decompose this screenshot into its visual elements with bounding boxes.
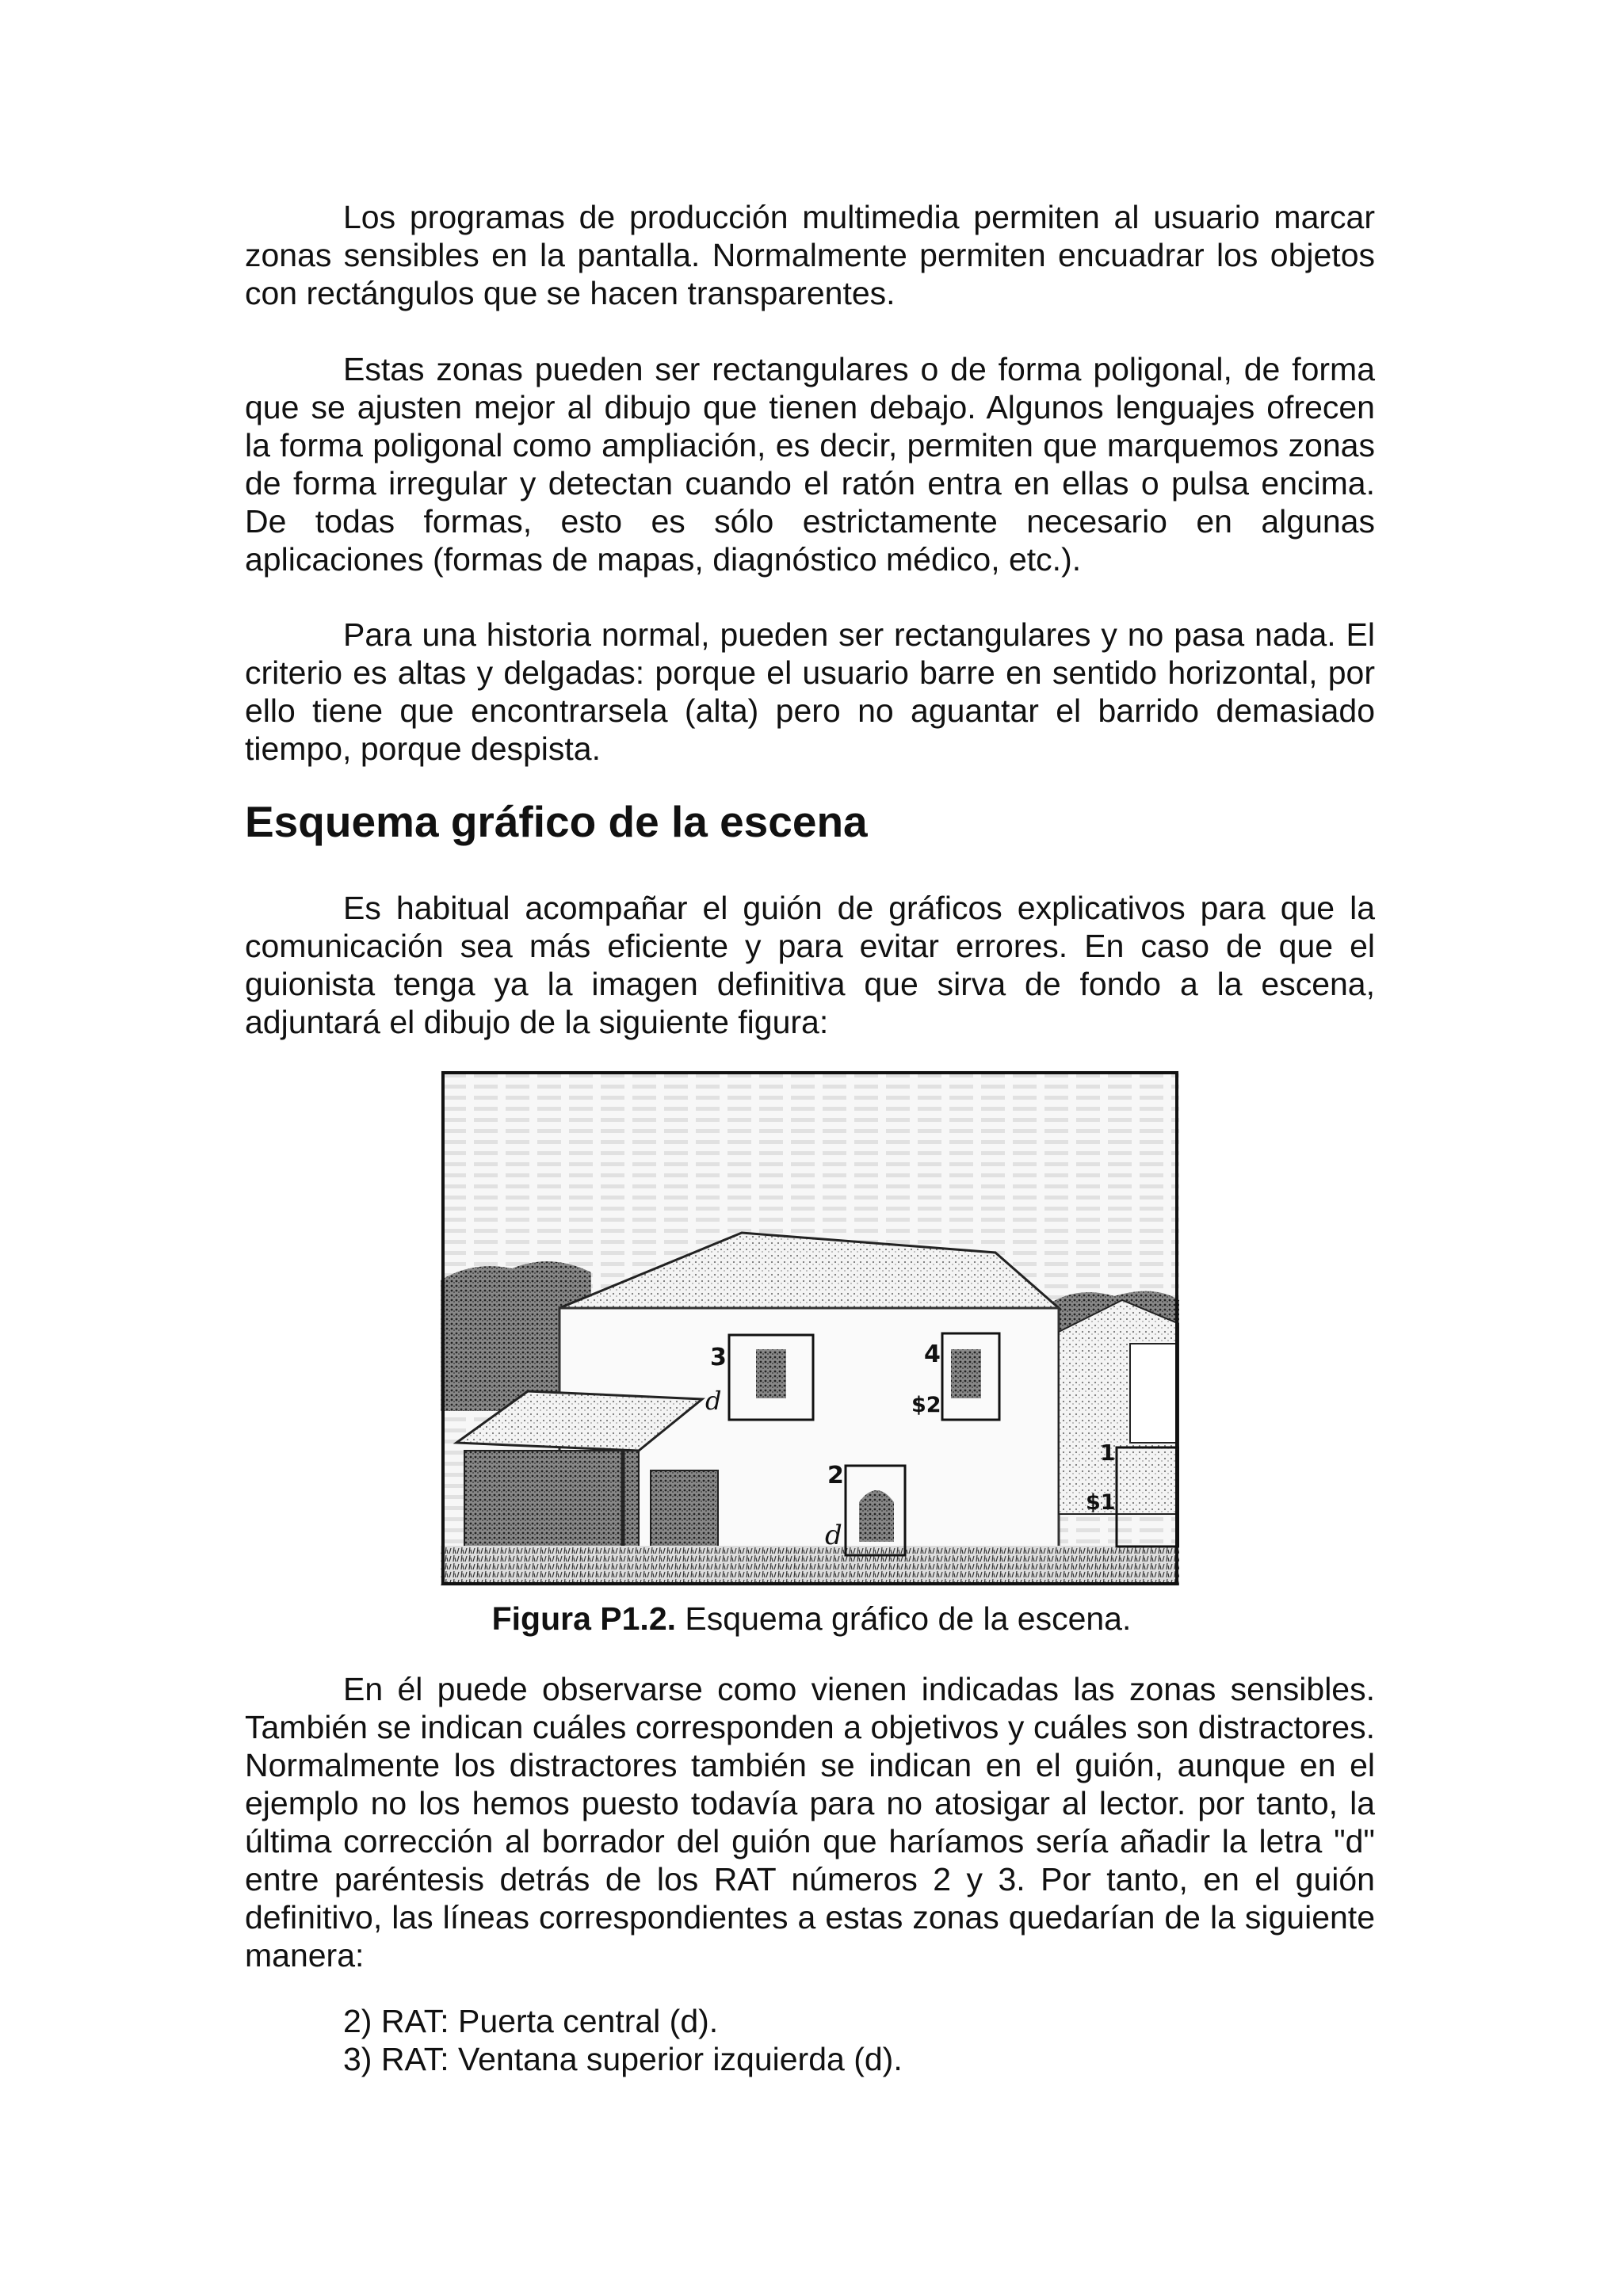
- rat-list: [343, 2002, 903, 2078]
- paragraph-2: Estas zonas pueden ser rectangulares o de forma poligonal, de forma que se ajusten mejor al dibujo que tienen debajo. Algunos lenguajes ofrecen la forma poligonal como ampliación, es decir, permiten que marquemos zonas de forma irregular y detectan cuando el ratón entra en ellas o pulsa encima. De todas formas, esto es sólo estrictamente necesario en algunas aplicaciones (formas de mapas, diagnóstico médico, etc.).: [245, 351, 1375, 578]
- paragraph-1: Los programas de producción multimedia permiten al usuario marcar zonas sensibles en la pantalla. Normalmente permiten encuadrar los objetos con rectángulos que se hacen transparentes.: [245, 199, 1375, 311]
- figure-caption-text: Esquema gráfico de la escena.: [676, 1600, 1132, 1637]
- zone-2-number: 2: [827, 1462, 844, 1489]
- zone-4-tag: $2: [911, 1393, 941, 1417]
- scene-illustration: [441, 1070, 1179, 1586]
- zone-2-tag: d: [825, 1520, 842, 1551]
- zone-3-tag: d: [705, 1386, 722, 1416]
- zone-1-tag: $1: [1086, 1490, 1116, 1515]
- section-heading: Esquema gráfico de la escena: [245, 797, 868, 846]
- paragraph-3: Para una historia normal, pueden ser rectangulares y no pasa nada. El criterio es altas y delgadas: porque el usuario barre en sentido horizontal, por ello tiene que encontrarsela (alta) pero no aguantar el barrido demasiado tiempo, porque despista.: [245, 616, 1375, 767]
- list-item: 3) RAT: Ventana superior izquierda (d).: [343, 2041, 903, 2077]
- zone-4-number: 4: [924, 1341, 941, 1368]
- zone-1-number: 1: [1100, 1440, 1116, 1466]
- list-item: 2) RAT: Puerta central (d).: [343, 2003, 719, 2039]
- figure-caption-label: Figura P1.2.: [491, 1600, 677, 1637]
- zone-3-number: 3: [710, 1344, 727, 1371]
- scene-figure: [441, 1070, 1179, 1586]
- paragraph-4: Es habitual acompañar el guión de gráficos explicativos para que la comunicación sea más eficiente y para evitar errores. En caso de que el guionista tenga ya la imagen definitiva que sirva de fondo a la escena, adjuntará el dibujo de la siguiente figura:: [245, 890, 1375, 1040]
- paragraph-5: En él puede observarse como vienen indicadas las zonas sensibles. También se indican cuáles corresponden a objetivos y cuáles son distractores. Normalmente los distractores también se indican en el guión, aunque en el ejemplo no los hemos puesto todavía para no atosigar al lector. por tanto, la última corrección al borrador del guión que haríamos sería añadir la letra "d" entre paréntesis detrás de los RAT números 2 y 3. Por tanto, en el guión definitivo, las líneas correspondientes a estas zonas quedarían de la siguiente manera:: [245, 1671, 1375, 1974]
- figure-caption: [0, 1599, 1623, 1638]
